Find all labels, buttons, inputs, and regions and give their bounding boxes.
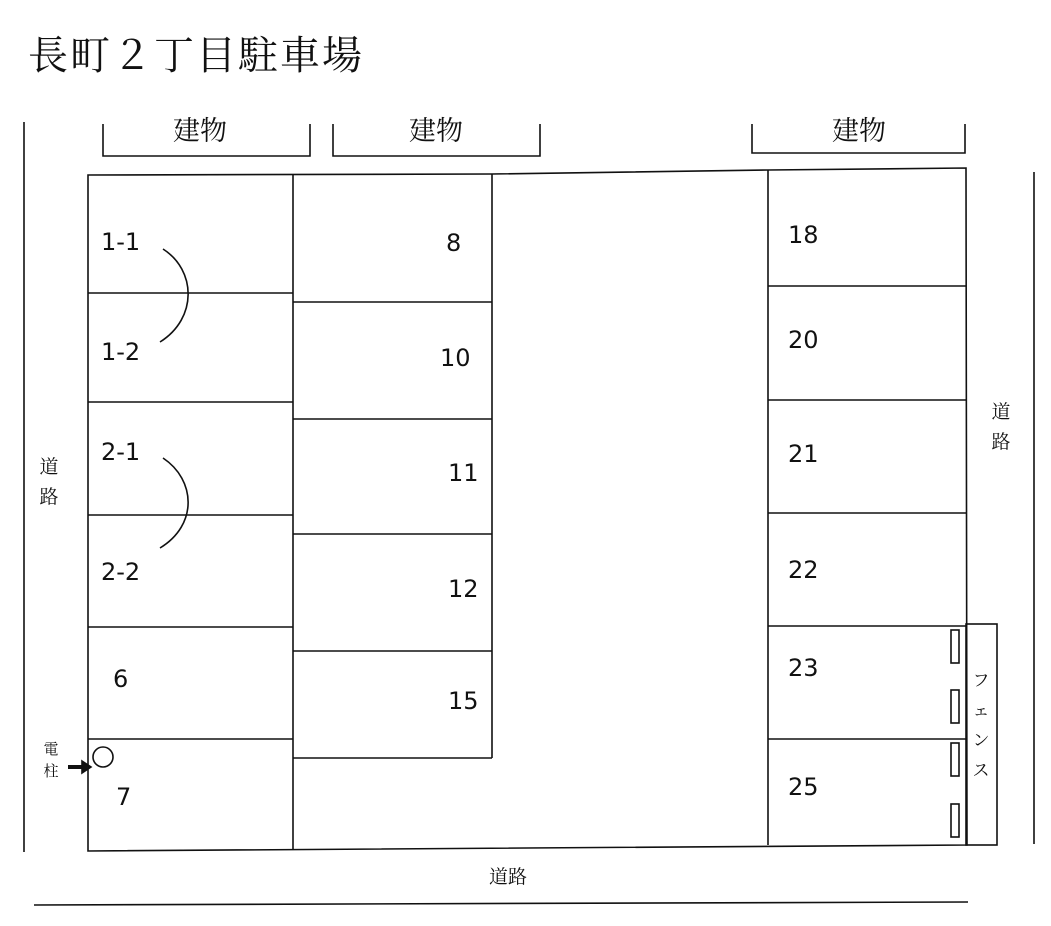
road-bottom-edge [34,902,968,905]
fence-post [951,630,959,663]
utility-pole-icon [93,747,113,767]
stall-label-8: 8 [446,229,462,257]
stall-label-2-1: 2-1 [101,438,141,466]
building-label-1: 建物 [173,116,227,147]
stall-label-11: 11 [448,459,479,487]
stall-label-20: 20 [788,326,819,354]
stall-label-12: 12 [448,575,479,603]
building-label-2: 建物 [409,116,463,147]
utility-pole-label: 電柱 [43,740,59,780]
tandem-arc-2 [160,458,188,548]
tandem-arc-1 [160,249,188,342]
lot-outline [88,168,967,851]
road-left-label: 道路 [39,456,59,508]
fence-label: フェンス [972,671,990,781]
stall-label-15: 15 [448,687,479,715]
stall-label-10: 10 [440,344,471,372]
stall-label-18: 18 [788,221,819,249]
stall-label-21: 21 [788,440,819,468]
stall-label-1-1: 1-1 [101,228,141,256]
pole-arrow-head [82,761,91,773]
fence-post [951,743,959,776]
stall-label-25: 25 [788,773,819,801]
stall-label-1-2: 1-2 [101,338,141,366]
fence-post [951,804,959,837]
stall-label-7: 7 [116,783,132,811]
stall-label-2-2: 2-2 [101,558,141,586]
road-bottom-label: 道路 [489,866,528,888]
fence-post [951,690,959,723]
stall-label-22: 22 [788,556,819,584]
page-title: 長町２丁目駐車場 [28,33,364,79]
building-label-3: 建物 [832,116,886,147]
stall-label-23: 23 [788,654,819,682]
stall-label-6: 6 [113,665,129,693]
road-right-label: 道路 [991,401,1011,453]
